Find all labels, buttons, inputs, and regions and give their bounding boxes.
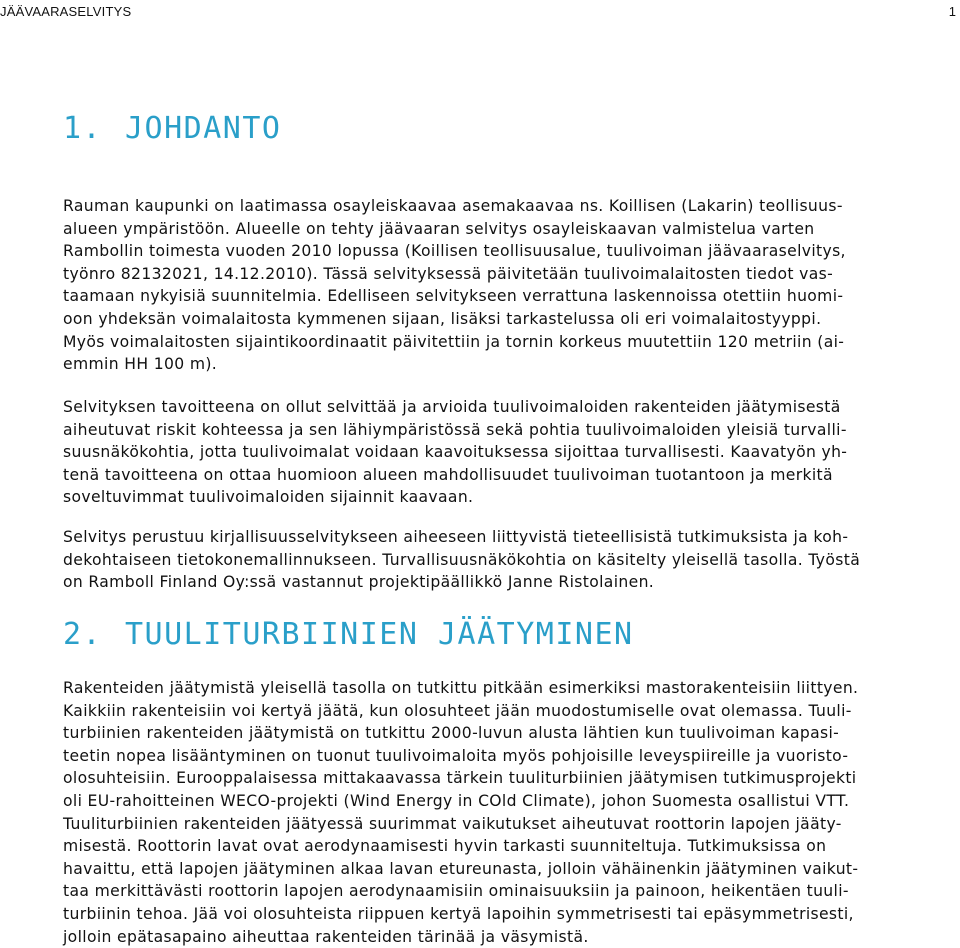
text-line: misestä. Roottorin lavat ovat aerodynaamisesti hyvin tarkasti suunniteltuja. Tutkimuksissa on xyxy=(63,837,827,856)
text-line: tenä tavoitteena on ottaa huomioon alueen mahdollisuudet tuulivoiman tuotantoon ja merkitä xyxy=(63,465,833,484)
text-line: jolloin epätasapaino aiheuttaa rakenteiden tärinää ja väsymistä. xyxy=(63,927,589,946)
page-number: 1 xyxy=(948,4,956,19)
text-line: Rakenteiden jäätymistä yleisellä tasolla on tutkittu pitkään esimerkiksi mastorakenteisiin liittyen. xyxy=(63,679,859,697)
text-line: alueen ympäristöön. Alueelle on tehty jäävaaran selvitys osayleiskaavan valmistelua varten xyxy=(63,219,815,238)
text-line: Kaikkiin rakenteisiin voi kertyä jäätä, kun olosuhteet jään muodostumiselle ovat olemassa. Tuuli- xyxy=(63,701,852,720)
text-line: Myös voimalaitosten sijaintikoordinaatit päivitettiin ja tornin korkeus muutettiin 120 metriin (ai- xyxy=(63,332,845,351)
text-line: aiheutuvat riskit kohteessa ja sen lähiympäristössä sekä pohtia tuulivoimaloiden yleisiä turvalli- xyxy=(63,420,847,439)
section-title: JOHDANTO xyxy=(125,111,282,146)
paragraph xyxy=(63,677,953,948)
paragraph xyxy=(63,526,953,594)
section-number: 1. xyxy=(63,111,103,146)
text-line: emmin HH 100 m). xyxy=(63,355,218,374)
section-heading-tuuliturbiinien-jaatyminen xyxy=(63,617,634,652)
text-line: oli EU-rahoitteinen WECO-projekti (Wind Energy in COld Climate), johon Suomesta osallistui VTT. xyxy=(63,791,850,810)
text-line: teetin nopea lisääntyminen on tuonut tuulivoimaloita myös pohjoisille leveyspiireille ja vuoristo- xyxy=(63,746,849,765)
text-line: oon yhdeksän voimalaitosta kymmenen sijaan, lisäksi tarkastelussa oli eri voimalaitostyyppi. xyxy=(63,309,822,328)
text-line: turbiinien rakenteiden jäätymistä on tutkittu 2000-luvun alusta lähtien kun tuulivoiman kapasi- xyxy=(63,724,840,743)
text-line: taa merkittävästi roottorin lapojen aerodynaamisiin ominaisuuksiin ja painoon, heikentäen tuuli- xyxy=(63,882,849,901)
running-header xyxy=(0,4,960,20)
text-line: Rauman kaupunki on laatimassa osayleiskaavaa asemakaavaa ns. Koillisen (Lakarin) teollisuus- xyxy=(63,197,843,215)
text-line: on Ramboll Finland Oy:ssä vastannut projektipäällikkö Janne Ristolainen. xyxy=(63,573,655,592)
text-line: taamaan nykyisiä suunnitelmia. Edelliseen selvitykseen verrattuna laskennoissa otettiin huomi- xyxy=(63,287,844,306)
text-line: Tuuliturbiinien rakenteiden jäätyessä suurimmat vaikutukset aiheutuvat roottorin lapojen jääty- xyxy=(63,814,842,833)
text-line: soveltuvimmat tuulivoimaloiden sijainnit kaavaan. xyxy=(63,488,474,507)
paragraph xyxy=(63,396,953,509)
text-line: Selvityksen tavoitteena on ollut selvittää ja arvioida tuulivoimaloiden rakenteiden jäätymisestä xyxy=(63,398,841,416)
section-title: TUULITURBIINIEN JÄÄTYMINEN xyxy=(125,617,634,652)
document-title: JÄÄVAARASELVITYS xyxy=(0,4,132,19)
text-line: suusnäkökohtia, jotta tuulivoimalat voidaan kaavoituksessa sijoittaa turvallisesti. Kaavatyön yh- xyxy=(63,443,848,462)
text-line: työnro 82132021, 14.12.2010). Tässä selvityksessä päivitetään tuulivoimalaitosten tiedot vas- xyxy=(63,264,834,283)
section-heading-johdanto xyxy=(63,111,282,146)
text-line: Selvitys perustuu kirjallisuusselvitykseen aiheeseen liittyvistä tieteellisistä tutkimuksista ja koh- xyxy=(63,528,849,546)
text-line: havaittu, että lapojen jäätyminen alkaa lavan etureunasta, jolloin vähäinenkin jäätyminen vaikut- xyxy=(63,859,859,878)
section-number: 2. xyxy=(63,617,103,652)
text-line: Rambollin toimesta vuoden 2010 lopussa (Koillisen teollisuusalue, tuulivoiman jäävaaraselvitys, xyxy=(63,242,846,261)
text-line: dekohtaiseen tietokonemallinnukseen. Turvallisuusnäkökohtia on käsitelty yleisellä tasolla. Työstä xyxy=(63,550,861,569)
text-line: olosuhteisiin. Eurooppalaisessa mittakaavassa tärkein tuuliturbiinien jäätymisen tutkimusprojekti xyxy=(63,769,857,788)
text-line: turbiinin tehoa. Jää voi olosuhteista riippuen kertyä lapoihin symmetrisesti tai epäsymmetrisesti, xyxy=(63,904,854,923)
paragraph xyxy=(63,195,953,376)
